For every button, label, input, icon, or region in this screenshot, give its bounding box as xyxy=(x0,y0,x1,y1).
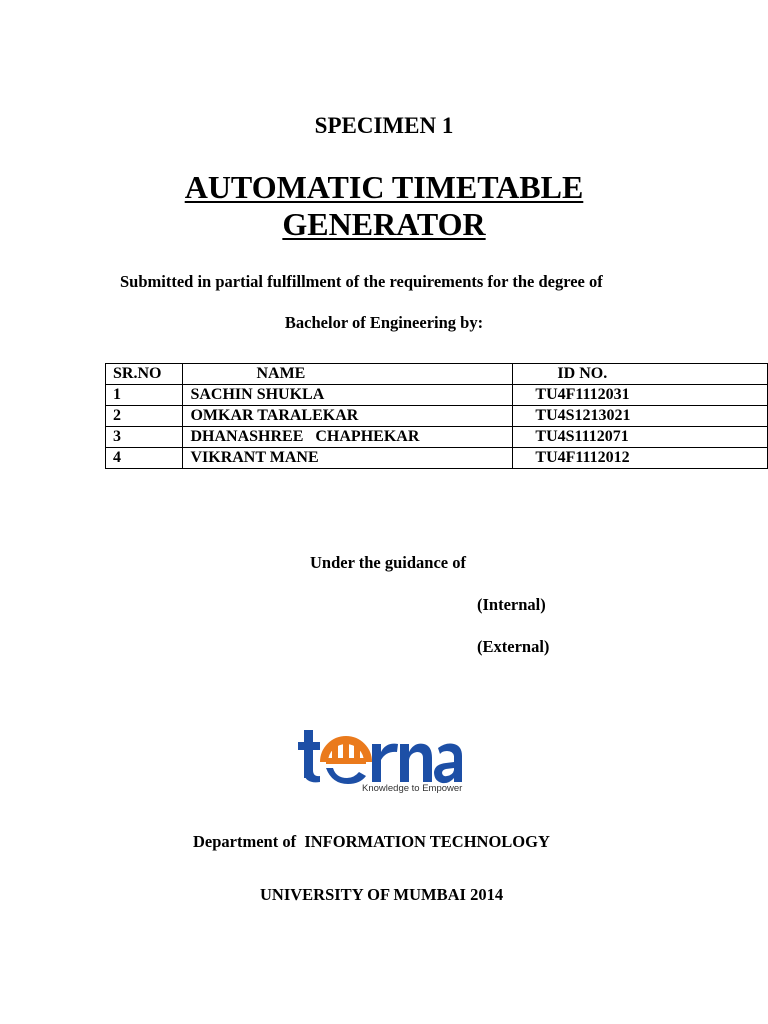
cell-name: OMKAR TARALEKAR xyxy=(183,406,513,427)
logo-letter-e xyxy=(324,738,368,784)
cell-name: SACHIN SHUKLA xyxy=(183,385,513,406)
internal-guide-label: (Internal) xyxy=(477,595,546,614)
cell-id: TU4F1112012 xyxy=(513,448,768,469)
cell-name: DHANASHREE CHAPHEKAR xyxy=(183,427,513,448)
table-row xyxy=(106,427,768,448)
table-row xyxy=(106,448,768,469)
members-table xyxy=(105,363,768,469)
specimen-heading: SPECIMEN 1 xyxy=(314,113,454,138)
header-srno: SR.NO xyxy=(106,364,183,385)
cell-srno: 2 xyxy=(106,406,183,427)
cell-id: TU4S1213021 xyxy=(513,406,768,427)
title-line-1: AUTOMATIC TIMETABLE xyxy=(184,169,584,205)
degree-statement: Bachelor of Engineering by: xyxy=(284,313,484,332)
logo-letter-n xyxy=(400,744,432,782)
external-guide-label: (External) xyxy=(477,637,550,656)
university-line: UNIVERSITY OF MUMBAI 2014 xyxy=(260,885,504,904)
logo-letter-a xyxy=(434,744,462,784)
table-row xyxy=(106,385,768,406)
cell-id: TU4S1112071 xyxy=(513,427,768,448)
submission-statement: Submitted in partial fulfillment of the requirements for the degree of xyxy=(120,272,603,291)
cell-srno: 1 xyxy=(106,385,183,406)
logo-letter-t xyxy=(298,730,320,782)
header-name: NAME xyxy=(183,364,513,385)
cell-srno: 3 xyxy=(106,427,183,448)
table-row xyxy=(106,406,768,427)
cell-id: TU4F1112031 xyxy=(513,385,768,406)
header-id: ID NO. xyxy=(513,364,768,385)
logo-tagline: Knowledge to Empower xyxy=(362,783,463,794)
title-line-2: GENERATOR xyxy=(282,206,486,242)
table-header-row xyxy=(106,364,768,385)
guidance-label: Under the guidance of xyxy=(310,553,466,572)
cell-srno: 4 xyxy=(106,448,183,469)
logo-letter-r xyxy=(372,744,398,782)
department-line: Department of INFORMATION TECHNOLOGY xyxy=(193,832,550,851)
cell-name: VIKRANT MANE xyxy=(183,448,513,469)
